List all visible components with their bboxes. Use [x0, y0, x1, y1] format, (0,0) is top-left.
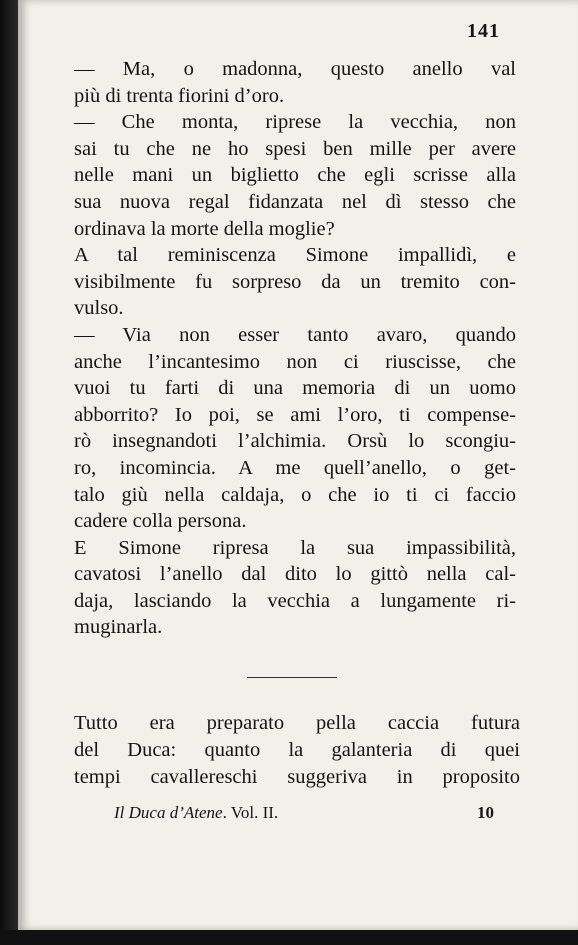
text-line: cavatosi l’anello dal dito lo gittò nella cal- [74, 563, 516, 586]
text-line: vulso. [74, 297, 124, 320]
text-line: visibilmente fu sorpreso da un tremito con- [74, 270, 516, 293]
text-line: muginarla. [74, 616, 163, 639]
next-section-text [74, 710, 520, 791]
footer-signature-mark: 10 [477, 803, 494, 822]
text-line: daja, lasciando la vecchia a lungamente ri- [74, 589, 516, 612]
text-line: ro, incomincia. A me quell’anello, o get- [74, 456, 516, 479]
text-line: talo giù nella caldaja, o che io ti ci faccio [74, 483, 516, 506]
text-line: abborrito? Io poi, se ami l’oro, ti compense- [74, 403, 516, 426]
text-line: ordinava la morte della moglie? [74, 217, 335, 240]
text-line: — Che monta, riprese la vecchia, non [74, 111, 516, 134]
text-line: Tutto era preparato pella caccia futura [74, 712, 520, 734]
page-footer [114, 803, 494, 827]
body-text [74, 56, 516, 641]
page-binding-shadow [0, 0, 18, 945]
text-line: cadere colla persona. [74, 510, 247, 533]
text-line: sua nuova regal fidanzata nel dì stesso che [74, 190, 516, 213]
text-line: del Duca: quanto la galanteria di quei [74, 739, 520, 761]
footer-volume: . Vol. II. [222, 803, 279, 822]
text-line: — Via non esser tanto avaro, quando [74, 323, 516, 346]
text-line: anche l’incantesimo non ci riuscisse, che [74, 350, 516, 373]
text-line: rò insegnandoti l’alchimia. Orsù lo scongiu- [74, 430, 516, 453]
page-bottom-shadow [0, 930, 578, 945]
text-line: A tal reminiscenza Simone impallidì, e [74, 244, 516, 267]
text-line: vuoi tu farti di una memoria di un uomo [74, 377, 516, 400]
book-page [18, 0, 578, 930]
text-line: E Simone ripresa la sua impassibilità, [74, 536, 516, 559]
text-line: tempi cavallereschi suggeriva in proposito [74, 766, 520, 788]
text-line: nelle mani un biglietto che egli scrisse alla [74, 164, 516, 187]
text-line: più di trenta fiorini d’oro. [74, 84, 285, 107]
page-number: 141 [467, 20, 500, 42]
footer-book-title: Il Duca d’Atene [114, 803, 223, 822]
section-divider [247, 677, 337, 678]
text-line: sai tu che ne ho spesi ben mille per avere [74, 137, 516, 160]
text-line: — Ma, o madonna, questo anello val [74, 58, 516, 80]
